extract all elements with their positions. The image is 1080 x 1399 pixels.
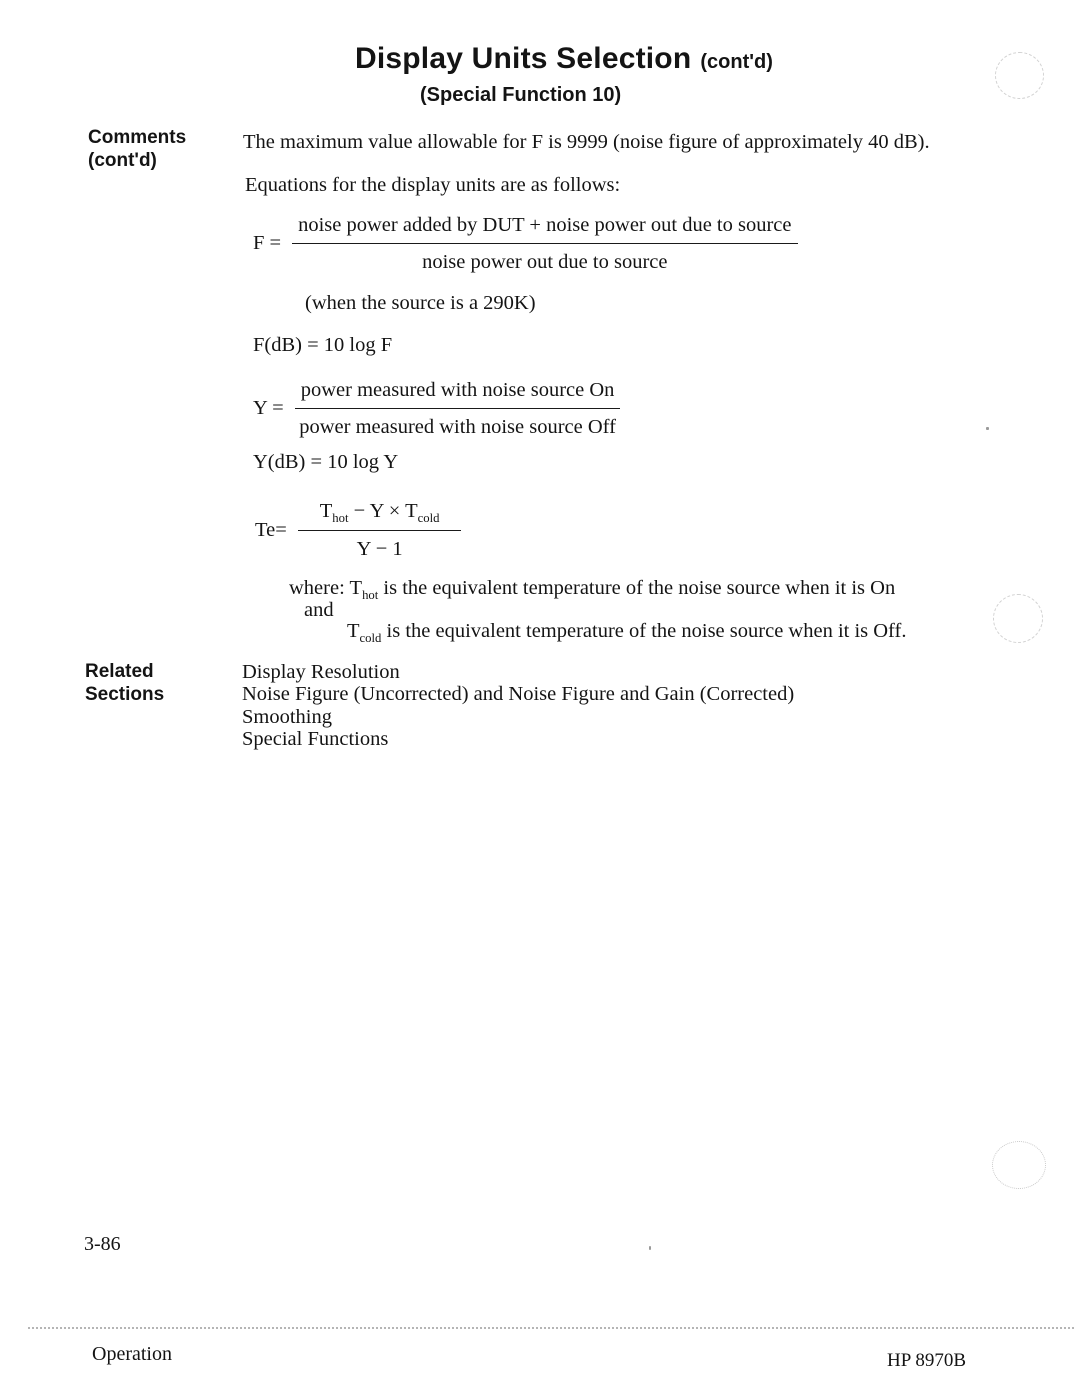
- y-db-equation: Y(dB) = 10 log Y: [253, 451, 399, 473]
- t-hot-subscript-where: hot: [362, 588, 379, 603]
- related-item: Smoothing: [242, 705, 332, 728]
- where-line1-text: is the equivalent temperature of the noise source when it is On: [378, 577, 896, 599]
- te-equation-numerator: [298, 498, 462, 531]
- related-item: Display Resolution: [242, 661, 400, 683]
- related-item: Noise Figure (Uncorrected) and Noise Figure and Gain (Corrected): [242, 683, 795, 706]
- related-sections-margin-label: [85, 660, 164, 706]
- page-number: 3-86: [84, 1233, 121, 1255]
- where-clause-line1: [289, 574, 895, 602]
- f-equation-lhs: F =: [253, 232, 282, 254]
- footer-divider: [28, 1327, 1074, 1329]
- comments-paragraph-2: Equations for the display units are as follows:: [245, 174, 621, 196]
- footer-model-number: HP 8970B: [887, 1350, 967, 1371]
- comments-paragraph-1: The maximum value allowable for F is 9999 (noise figure of approximately 40 dB).: [243, 131, 930, 153]
- f-equation-numerator: noise power added by DUT + noise power out due to source: [292, 212, 797, 244]
- comments-label-line1: Comments: [88, 127, 187, 148]
- where-clause-line2: [347, 617, 906, 645]
- related-item: Special Functions: [242, 728, 389, 751]
- te-equation: [255, 498, 461, 562]
- page-title: [355, 42, 773, 76]
- page-title-suffix: (cont'd): [700, 51, 773, 73]
- y-equation-fraction: [295, 377, 621, 440]
- y-equation-lhs: Y =: [253, 397, 284, 419]
- f-equation-condition: (when the source is a 290K): [305, 292, 536, 314]
- y-equation-numerator: power measured with noise source On: [295, 377, 621, 409]
- related-label-line2: Sections: [85, 684, 165, 705]
- where-line2-text: is the equivalent temperature of the noise source when it is Off.: [381, 620, 907, 642]
- related-sections-list: [242, 661, 794, 751]
- where-clause-and: and: [304, 599, 334, 621]
- te-equation-denominator: Y − 1: [356, 538, 403, 560]
- t-hot-symbol-where: T: [349, 577, 363, 599]
- t-hot-subscript: hot: [332, 511, 349, 526]
- binder-ring-mark: [993, 594, 1043, 643]
- comments-margin-label: [88, 126, 186, 172]
- te-equation-fraction: [298, 498, 462, 562]
- page-subtitle: (Special Function 10): [420, 84, 622, 106]
- y-equation-denominator: power measured with noise source Off: [299, 416, 616, 438]
- where-prefix: where:: [289, 577, 350, 599]
- t-hot-symbol: T: [319, 500, 333, 522]
- related-label-line1: Related: [85, 661, 154, 682]
- binder-ring-mark: [995, 52, 1044, 99]
- f-db-equation: F(dB) = 10 log F: [253, 334, 393, 356]
- footer-section-name: Operation: [92, 1343, 172, 1365]
- y-equation: [253, 377, 620, 440]
- f-equation: [253, 212, 798, 275]
- f-equation-fraction: [292, 212, 797, 275]
- t-cold-subscript: cold: [417, 511, 440, 526]
- t-cold-subscript-where: cold: [359, 631, 382, 646]
- scan-speck: [649, 1246, 651, 1250]
- scan-speck: [986, 427, 989, 430]
- comments-label-line2: (cont'd): [88, 150, 157, 171]
- page-title-text: Display Units Selection: [355, 42, 692, 75]
- t-cold-symbol: T: [405, 500, 418, 522]
- t-cold-symbol-where: T: [347, 620, 360, 642]
- f-equation-denominator: noise power out due to source: [422, 251, 668, 273]
- binder-ring-mark: [992, 1141, 1046, 1189]
- te-equation-lhs: Te=: [255, 518, 287, 541]
- te-numerator-operator: − Y ×: [348, 500, 406, 522]
